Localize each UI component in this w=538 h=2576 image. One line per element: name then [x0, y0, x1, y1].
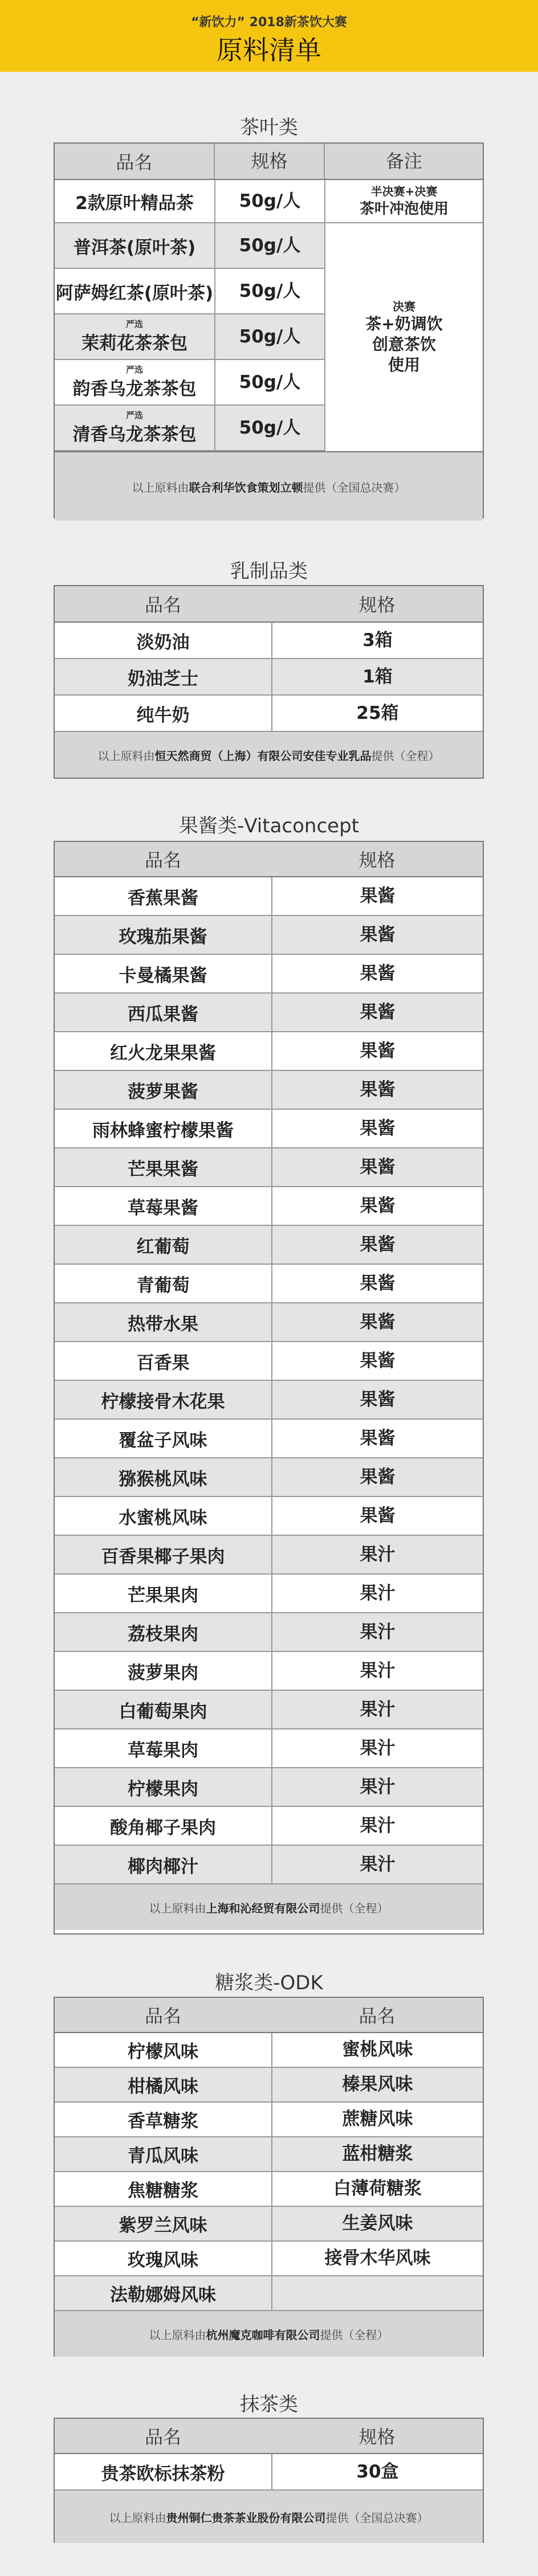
syrup-name-b: 蓝柑糖浆: [271, 2137, 483, 2171]
matcha-note-company: 贵州铜仁贵茶茶业股份有限公司: [166, 2510, 326, 2525]
header-title: 原料清单: [217, 35, 321, 66]
jam-name: 西瓜果酱: [128, 1004, 198, 1025]
dairy-spec: 3箱: [271, 622, 483, 659]
table-row: [55, 623, 483, 659]
matcha-footnote: [55, 2491, 483, 2543]
table-row: [55, 2172, 483, 2207]
jam-name: 椰肉椰汁: [128, 1856, 198, 1877]
jam-name: 草莓果酱: [128, 1197, 198, 1219]
jam-spec: 果汁: [271, 1846, 483, 1883]
tea-remark-2-line4: 使用: [388, 355, 420, 374]
dairy-name: 奶油芝士: [128, 668, 198, 689]
table-row: [55, 2454, 483, 2491]
table-row: [55, 2068, 483, 2103]
syrup-name-b: 榛果风味: [271, 2068, 483, 2101]
syrup-name-b: 蔗糖风味: [271, 2103, 483, 2136]
jam-table: [54, 841, 484, 1935]
matcha-name: 贵茶欧标抹茶粉: [101, 2463, 225, 2484]
table-row: [55, 1226, 483, 1265]
tea-name: 普洱茶(原叶茶): [73, 237, 196, 258]
dairy-table: [54, 585, 484, 779]
jam-name: 覆盆子风味: [119, 1430, 207, 1451]
tea-note-company: 联合利华饮食策划立顿: [189, 480, 303, 494]
dairy-footnote: [55, 732, 483, 778]
jam-name: 荔枝果肉: [128, 1624, 198, 1645]
jam-spec: 果酱: [271, 1148, 483, 1186]
dairy-note-company: 恒天然商贸（上海）有限公司安佳专业乳品: [154, 749, 372, 763]
dairy-name: 纯牛奶: [136, 705, 190, 726]
jam-note-pre: 以上原料由: [149, 1901, 206, 1915]
tea-prefix: 严选: [125, 364, 143, 375]
table-row: [55, 1729, 483, 1768]
tea-name: 茉莉花茶茶包: [81, 333, 188, 354]
table-row: [55, 180, 324, 223]
jam-header-name: 品名: [144, 849, 181, 871]
syrup-table-header: [55, 1998, 483, 2033]
dairy-header-name: 品名: [144, 594, 181, 616]
table-row: [55, 1613, 483, 1652]
tea-body: [55, 180, 483, 451]
matcha-table: [54, 2418, 484, 2543]
jam-spec: 果汁: [271, 1768, 483, 1806]
tea-header-spec: 规格: [214, 144, 324, 179]
tea-note-post: 提供（全国总决赛）: [303, 480, 406, 494]
jam-name: 猕猴桃风味: [119, 1469, 207, 1490]
syrup-name-a: 柑橘风味: [128, 2076, 198, 2097]
jam-name: 香蕉果酱: [128, 888, 198, 909]
syrup-name-a: 柠檬风味: [128, 2042, 198, 2062]
tea-remark-1: [325, 180, 483, 223]
syrup-name-a: 香草糖浆: [128, 2111, 198, 2132]
table-row: [55, 1187, 483, 1226]
matcha-header-name: 品名: [144, 2426, 181, 2448]
syrup-footnote: [55, 2311, 483, 2357]
jam-name: 玫瑰茄果酱: [119, 926, 207, 947]
table-row: [55, 1458, 483, 1497]
jam-spec: 果酱: [271, 1187, 483, 1225]
table-row: [55, 1071, 483, 1110]
header-banner: [0, 0, 538, 72]
matcha-section-title: 抹茶类: [240, 2393, 298, 2416]
tea-name-cell: [55, 411, 214, 445]
tea-spec: 50g/人: [214, 223, 324, 268]
table-row: [55, 2276, 483, 2311]
tea-table-header: [55, 144, 483, 180]
syrup-note-pre: 以上原料由: [149, 2328, 206, 2342]
syrup-name-b: 接骨木华风味: [271, 2242, 483, 2275]
tea-prefix: 严选: [125, 410, 143, 420]
jam-spec: 果汁: [271, 1691, 483, 1728]
syrup-name-a: 焦糖糖浆: [128, 2181, 198, 2201]
jam-name: 水蜜桃风味: [119, 1507, 207, 1528]
jam-name: 百香果椰子果肉: [101, 1546, 225, 1567]
table-row: [55, 696, 483, 732]
syrup-header-a: 品名: [144, 2005, 181, 2027]
table-row: [55, 1381, 483, 1420]
tea-name-cell: [55, 320, 214, 354]
table-row: [55, 269, 324, 314]
tea-remark-1-line2: 茶叶冲泡使用: [359, 201, 449, 218]
table-row: [55, 1807, 483, 1846]
table-row: [55, 1652, 483, 1691]
jam-spec: 果酱: [271, 1458, 483, 1496]
matcha-table-header: [55, 2419, 483, 2454]
syrup-name-b: 白薄荷糖浆: [271, 2172, 483, 2206]
syrup-note-company: 杭州魔克咖啡有限公司: [206, 2328, 320, 2342]
jam-spec: 果酱: [271, 1110, 483, 1147]
table-row: [55, 1575, 483, 1613]
tea-spec: 50g/人: [214, 268, 324, 314]
table-row: [55, 877, 483, 916]
dairy-name: 淡奶油: [136, 632, 190, 653]
jam-name: 芒果果肉: [128, 1585, 198, 1606]
table-row: [55, 406, 324, 451]
table-row: [55, 2103, 483, 2137]
header-subtitle: “新饮力” 2018新茶饮大赛: [191, 15, 347, 30]
table-row: [55, 1265, 483, 1303]
syrup-table: [54, 1997, 484, 2357]
jam-spec: 果汁: [271, 1807, 483, 1845]
dairy-spec: 25箱: [271, 695, 483, 731]
syrup-header-b: 品名: [358, 2005, 396, 2027]
jam-header-spec: 规格: [358, 849, 396, 871]
syrup-name-a: 玫瑰风味: [128, 2250, 198, 2271]
jam-name: 卡曼橘果酱: [119, 965, 207, 986]
table-row: [55, 2242, 483, 2276]
matcha-note-post: 提供（全国总决赛）: [325, 2510, 429, 2525]
jam-name: 青葡萄: [136, 1275, 190, 1296]
table-row: [55, 223, 324, 269]
table-row: [55, 1032, 483, 1071]
tea-header-name: 品名: [116, 152, 153, 173]
table-row: [55, 360, 324, 406]
jam-name: 草莓果肉: [128, 1740, 198, 1761]
tea-remark-2-line2: 茶+奶调饮: [365, 314, 443, 333]
tea-spec: 50g/人: [214, 405, 324, 451]
table-row: [55, 955, 483, 993]
jam-spec: 果酱: [271, 1071, 483, 1109]
jam-spec: 果酱: [271, 1265, 483, 1302]
tea-section-title: 茶叶类: [240, 116, 298, 139]
jam-name: 雨林蜂蜜柠檬果酱: [92, 1120, 234, 1141]
tea-note-pre: 以上原料由: [132, 480, 189, 494]
matcha-note-pre: 以上原料由: [109, 2510, 166, 2525]
jam-note-company: 上海和沁经贸有限公司: [206, 1901, 320, 1915]
tea-name: 阿萨姆红茶(原叶茶): [55, 283, 214, 304]
jam-name: 芒果果酱: [128, 1159, 198, 1180]
table-row: [55, 1691, 483, 1729]
jam-name: 酸角椰子果肉: [110, 1817, 216, 1838]
syrup-name-b: 蜜桃风味: [271, 2033, 483, 2067]
jam-spec: 果汁: [271, 1613, 483, 1651]
jam-spec: 果酱: [271, 993, 483, 1031]
jam-name: 菠萝果酱: [128, 1081, 198, 1102]
tea-table: [54, 142, 484, 518]
matcha-header-spec: 规格: [358, 2426, 396, 2448]
dairy-header-spec: 规格: [358, 594, 396, 616]
table-row: [55, 2207, 483, 2242]
table-row: [55, 314, 324, 360]
jam-name: 柠檬接骨木花果: [101, 1391, 225, 1412]
tea-prefix: 严选: [125, 318, 143, 329]
jam-spec: 果酱: [271, 1342, 483, 1380]
tea-spec: 50g/人: [214, 179, 324, 223]
jam-name: 白葡萄果肉: [119, 1701, 207, 1722]
table-row: [55, 1536, 483, 1575]
tea-spec: 50g/人: [214, 359, 324, 405]
table-row: [55, 659, 483, 696]
dairy-table-header: [55, 586, 483, 623]
jam-spec: 果汁: [271, 1652, 483, 1690]
tea-remark-2-line1: 决赛: [393, 300, 415, 313]
jam-spec: 果酱: [271, 877, 483, 915]
jam-footnote: [55, 1884, 483, 1930]
tea-header-remark: 备注: [324, 144, 483, 179]
table-row: [55, 1846, 483, 1884]
syrup-rows: [55, 2033, 483, 2311]
jam-note-post: 提供（全程）: [320, 1901, 389, 1915]
jam-spec: 果汁: [271, 1575, 483, 1612]
table-row: [55, 2137, 483, 2172]
jam-spec: 果汁: [271, 1729, 483, 1767]
matcha-spec: 30盒: [271, 2454, 483, 2490]
table-row: [55, 1497, 483, 1536]
jam-rows: [55, 877, 483, 1884]
table-row: [55, 1768, 483, 1807]
jam-spec: 果酱: [271, 1226, 483, 1264]
syrup-name-b: 生姜风味: [271, 2207, 483, 2240]
dairy-note-post: 提供（全程）: [371, 749, 440, 763]
syrup-name-a: 青瓜风味: [128, 2146, 198, 2166]
jam-table-header: [55, 842, 483, 877]
syrup-section-title: 糖浆类-ODK: [215, 1972, 323, 1994]
dairy-spec: 1箱: [271, 659, 483, 695]
tea-rows: [55, 180, 324, 451]
tea-remark-2: [325, 223, 483, 451]
jam-section-title: 果酱类-Vitaconcept: [179, 815, 359, 837]
syrup-name-a: 法勒娜姆风味: [110, 2285, 216, 2305]
jam-spec: 果酱: [271, 1303, 483, 1341]
tea-footnote: [55, 451, 483, 521]
jam-spec: 果酱: [271, 955, 483, 992]
table-row: [55, 1110, 483, 1148]
tea-spec: 50g/人: [214, 314, 324, 359]
jam-spec: 果酱: [271, 1381, 483, 1418]
jam-name: 红葡萄: [136, 1236, 190, 1257]
table-row: [55, 1303, 483, 1342]
jam-name: 柠檬果肉: [128, 1778, 198, 1800]
tea-remark-2-line3: 创意茶饮: [372, 335, 436, 354]
jam-spec: 果汁: [271, 1536, 483, 1573]
table-row: [55, 993, 483, 1032]
tea-remark-1-line1: 半决赛+决赛: [370, 185, 438, 198]
tea-remarks: [324, 180, 483, 451]
tea-name: 2款原叶精品茶: [75, 193, 194, 214]
syrup-name-b: [271, 2276, 483, 2310]
dairy-section-title: 乳制品类: [230, 560, 308, 583]
jam-name: 热带水果: [128, 1314, 198, 1335]
syrup-note-post: 提供（全程）: [320, 2328, 389, 2342]
tea-name-cell: [55, 365, 214, 400]
dairy-note-pre: 以上原料由: [97, 749, 155, 763]
tea-name: 韵香乌龙茶茶包: [72, 378, 197, 399]
table-row: [55, 1148, 483, 1187]
table-row: [55, 1342, 483, 1381]
jam-name: 菠萝果肉: [128, 1662, 198, 1683]
jam-spec: 果酱: [271, 1497, 483, 1535]
table-row: [55, 916, 483, 955]
jam-name: 百香果: [136, 1352, 190, 1373]
syrup-name-a: 紫罗兰风味: [119, 2215, 207, 2236]
table-row: [55, 2033, 483, 2068]
jam-name: 红火龙果果酱: [110, 1042, 216, 1064]
jam-spec: 果酱: [271, 1420, 483, 1457]
table-row: [55, 1420, 483, 1458]
tea-name: 清香乌龙茶茶包: [72, 424, 197, 445]
jam-spec: 果酱: [271, 1032, 483, 1070]
jam-spec: 果酱: [271, 916, 483, 954]
